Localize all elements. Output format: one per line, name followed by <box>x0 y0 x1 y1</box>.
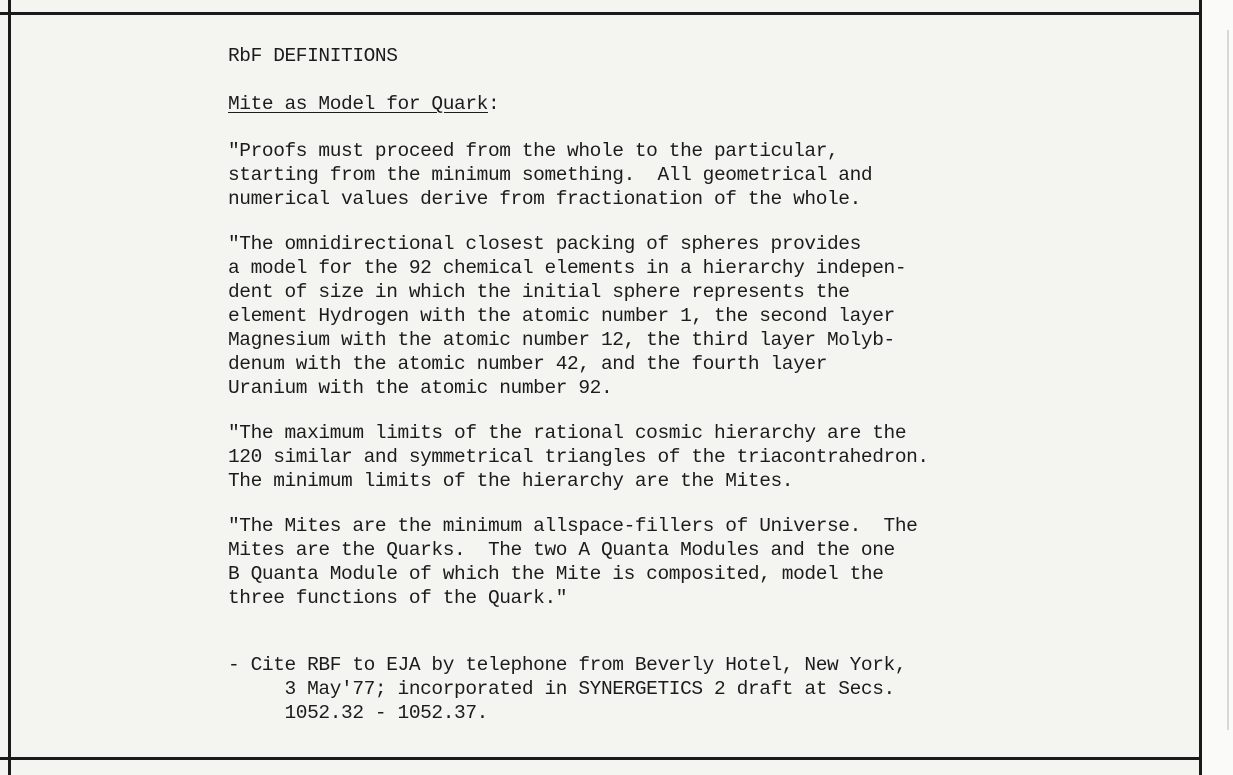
section-heading-text: Mite as Model for Quark <box>228 93 488 115</box>
text-line: Magnesium with the atomic number 12, the third layer Molyb- <box>228 329 895 351</box>
citation-block <box>228 653 1128 725</box>
text-line: 120 similar and symmetrical triangles of the triacontrahedron. <box>228 446 929 468</box>
quote-paragraph-1 <box>228 139 1128 211</box>
text-line: "The Mites are the minimum allspace-fillers of Universe. The <box>228 515 918 537</box>
section-heading-colon: : <box>487 93 500 115</box>
text-line: three functions of the Quark." <box>228 587 568 609</box>
text-line: "The maximum limits of the rational cosmic hierarchy are the <box>228 422 907 444</box>
citation-line: 3 May'77; incorporated in SYNERGETICS 2 draft at Secs. <box>228 678 895 700</box>
text-line: "The omnidirectional closest packing of spheres provides <box>228 233 861 255</box>
text-line: The minimum limits of the hierarchy are the Mites. <box>228 470 794 492</box>
text-line: dent of size in which the initial sphere represents the <box>228 281 850 303</box>
text-line: B Quanta Module of which the Mite is composited, model the <box>228 563 884 585</box>
adjacent-card-line <box>1227 30 1229 730</box>
text-line: denum with the atomic number 42, and the fourth layer <box>228 353 828 375</box>
card-frame-top-border <box>0 12 1233 15</box>
card-frame-bottom-border <box>0 757 1233 760</box>
quote-paragraph-2 <box>228 232 1128 400</box>
text-line: a model for the 92 chemical elements in a hierarchy indepen- <box>228 257 907 279</box>
quote-paragraph-3 <box>228 421 1128 493</box>
section-heading <box>228 92 1128 116</box>
text-line: element Hydrogen with the atomic number 1, the second layer <box>228 305 895 327</box>
text-line: starting from the minimum something. All geometrical and <box>228 164 873 186</box>
text-line: "Proofs must proceed from the whole to the particular, <box>228 140 839 162</box>
citation-line: 1052.32 - 1052.37. <box>228 702 488 724</box>
text-line: Uranium with the atomic number 92. <box>228 377 613 399</box>
citation-line: - Cite RBF to EJA by telephone from Beverly Hotel, New York, <box>228 654 907 676</box>
quote-paragraph-4 <box>228 514 1128 610</box>
card-text-body <box>228 44 1128 725</box>
card-frame-left-border <box>8 0 11 775</box>
document-title: RbF DEFINITIONS <box>228 45 398 67</box>
text-line: numerical values derive from fractionation of the whole. <box>228 188 861 210</box>
text-line: Mites are the Quarks. The two A Quanta Modules and the one <box>228 539 895 561</box>
